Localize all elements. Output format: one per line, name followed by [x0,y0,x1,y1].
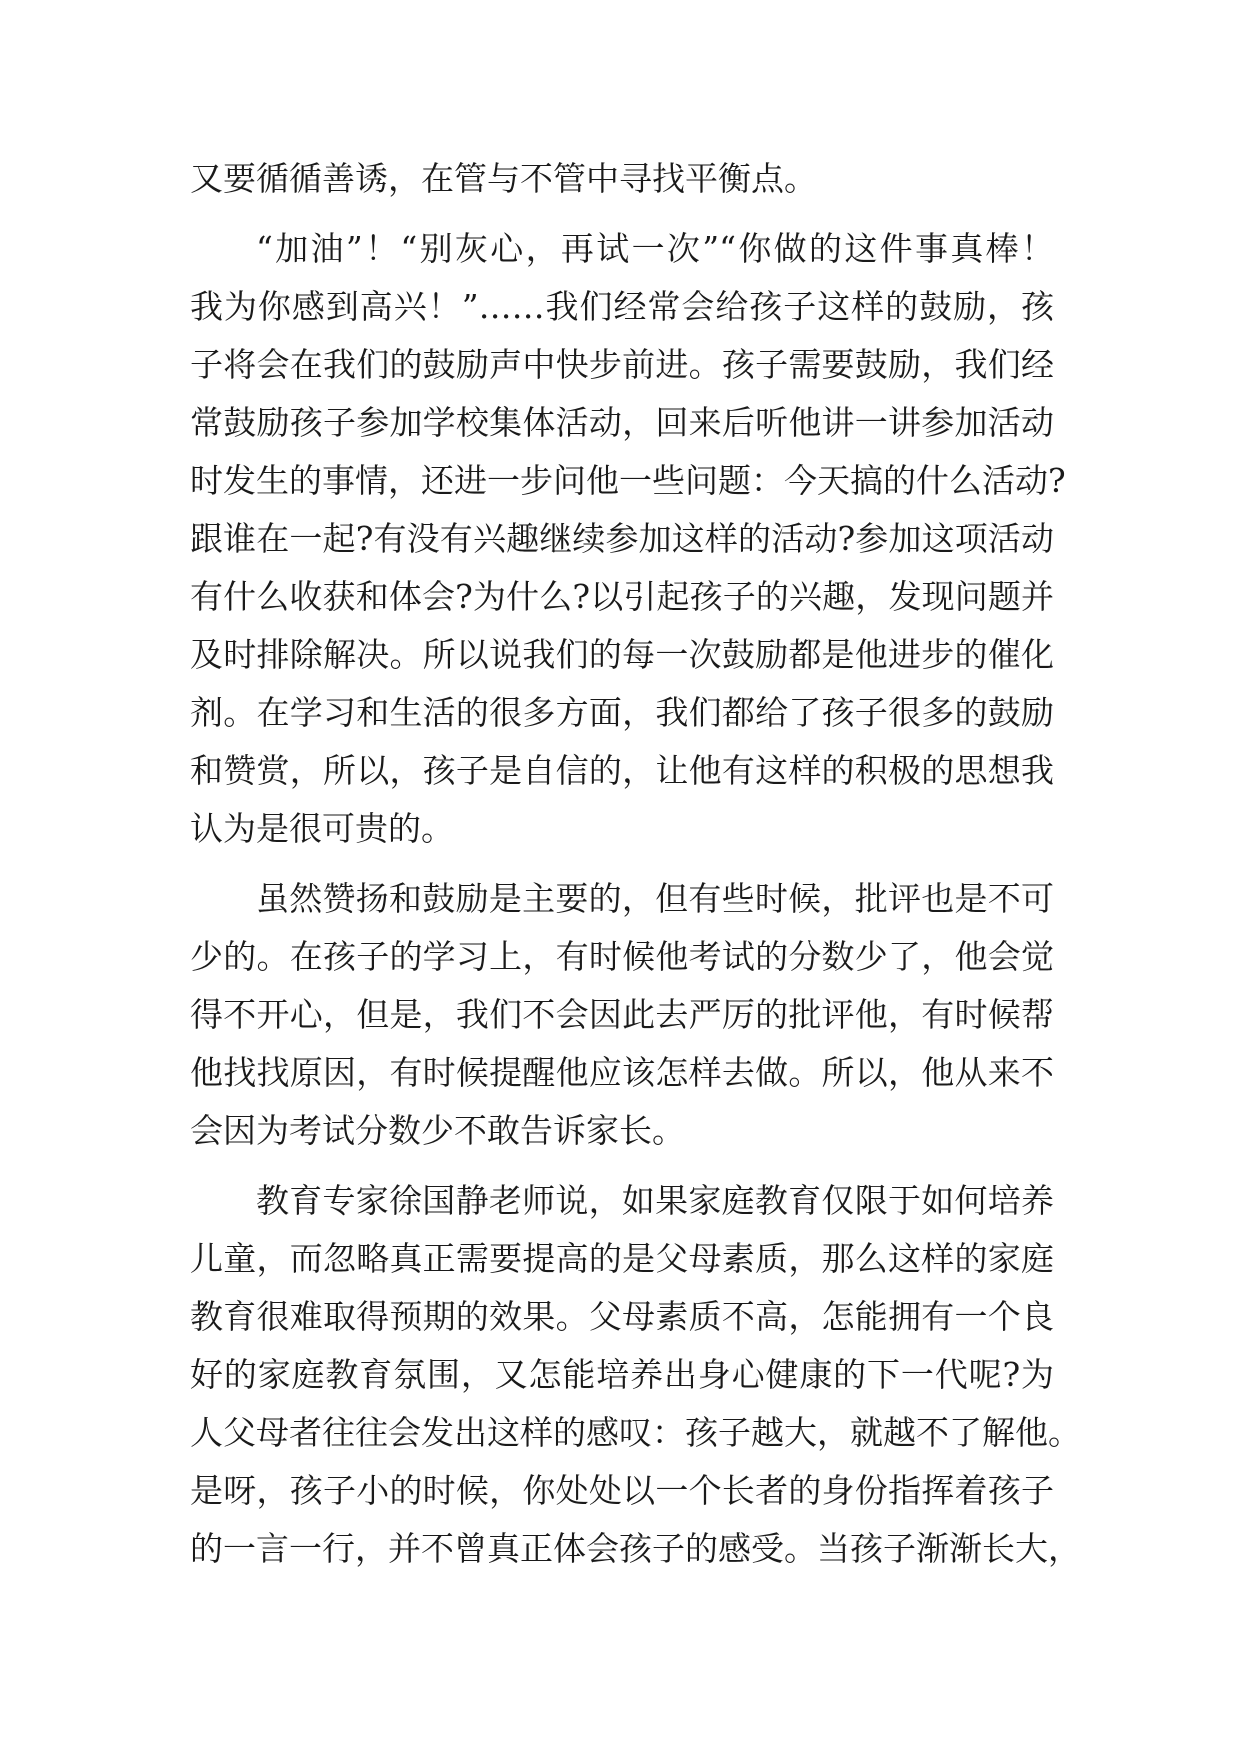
paragraph [190,150,1054,208]
text-line: 时发生的事情，还进一步问他一些问题：今天搞的什么活动? [190,461,1066,500]
text-line: 人父母者往往会发出这样的感叹：孩子越大，就越不了解他。 [190,1413,1081,1452]
text-line: “加油”！“别灰心，再试一次”“你做的这件事真棒！ [256,229,1054,268]
text-line: 儿童，而忽略真正需要提高的是父母素质，那么这样的家庭 [190,1239,1054,1278]
paragraph [190,1172,1081,1578]
paragraph-gap [190,208,1054,220]
text-line: 少的。在孩子的学习上，有时候他考试的分数少了，他会觉 [190,937,1054,976]
text-line: 子将会在我们的鼓励声中快步前进。孩子需要鼓励，我们经 [190,345,1054,384]
text-line: 会因为考试分数少不敢告诉家长。 [190,1111,685,1150]
paragraph [190,870,1054,1160]
text-line: 得不开心，但是，我们不会因此去严厉的批评他，有时候帮 [190,995,1054,1034]
text-line: 有什么收获和体会?为什么?以引起孩子的兴趣，发现问题并 [190,577,1054,616]
text-line: 又要循循善诱，在管与不管中寻找平衡点。 [190,159,817,198]
text-line: 我为你感到高兴！”……我们经常会给孩子这样的鼓励，孩 [190,287,1054,326]
text-line: 及时排除解决。所以说我们的每一次鼓励都是他进步的催化 [190,635,1054,674]
text-line: 跟谁在一起?有没有兴趣继续参加这样的活动?参加这项活动 [190,519,1054,558]
text-line: 好的家庭教育氛围，又怎能培养出身心健康的下一代呢?为 [190,1355,1054,1394]
body-text [190,150,1081,1578]
text-line: 他找找原因，有时候提醒他应该怎样去做。所以，他从来不 [190,1053,1054,1092]
paragraph [190,220,1066,858]
paragraph-gap [190,1160,1054,1172]
text-line: 教育很难取得预期的效果。父母素质不高，怎能拥有一个良 [190,1297,1054,1336]
text-line: 认为是很可贵的。 [190,809,454,848]
text-line: 常鼓励孩子参加学校集体活动，回来后听他讲一讲参加活动 [190,403,1054,442]
text-line: 的一言一行，并不曾真正体会孩子的感受。当孩子渐渐长大， [190,1529,1081,1568]
text-line: 剂。在学习和生活的很多方面，我们都给了孩子很多的鼓励 [190,693,1054,732]
text-line: 教育专家徐国静老师说，如果家庭教育仅限于如何培养 [256,1181,1054,1220]
text-line: 虽然赞扬和鼓励是主要的，但有些时候，批评也是不可 [256,879,1054,918]
text-line: 是呀，孩子小的时候，你处处以一个长者的身份指挥着孩子 [190,1471,1054,1510]
paragraph-gap [190,858,1054,870]
text-line: 和赞赏，所以，孩子是自信的，让他有这样的积极的思想我 [190,751,1054,790]
